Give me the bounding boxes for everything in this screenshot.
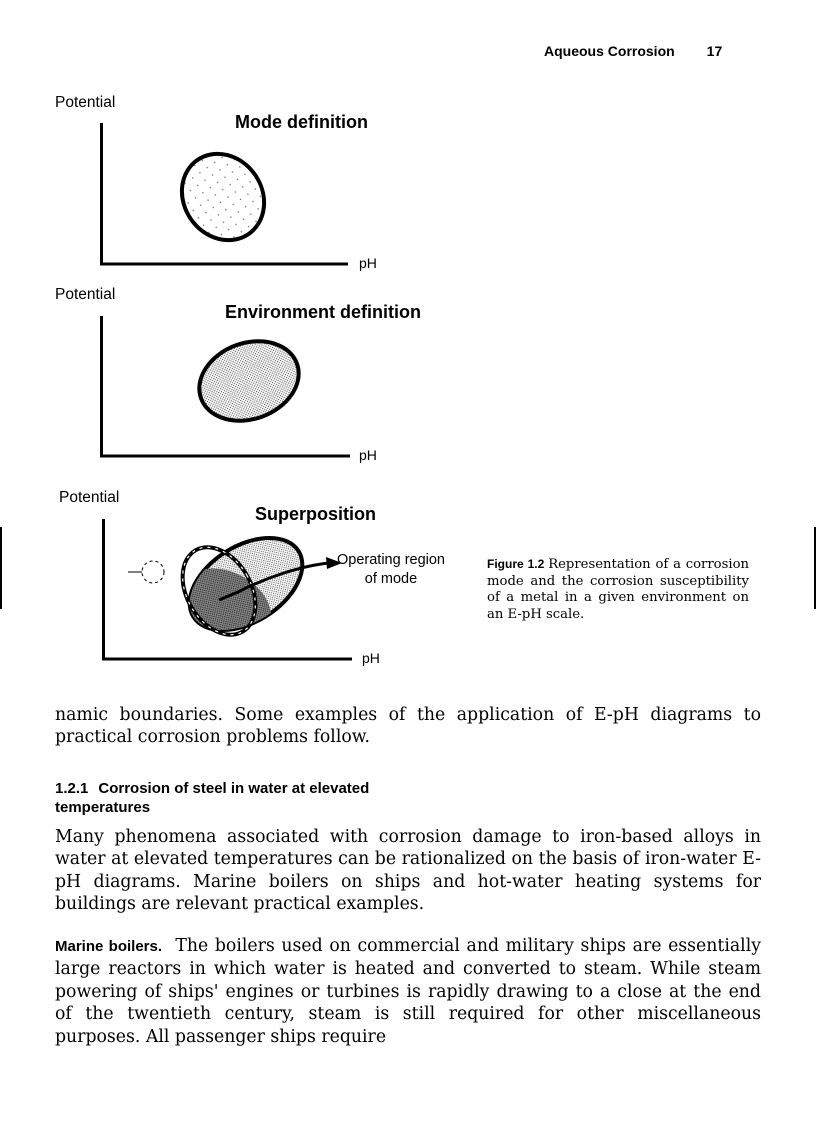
- running-title: Aqueous Corrosion: [544, 43, 675, 59]
- subsection-runin-heading: Marine boilers.: [55, 938, 163, 955]
- panel-environment-definition-plot: [100, 316, 350, 456]
- x-axis-label: pH: [359, 255, 377, 271]
- y-axis-label: Potential: [55, 286, 116, 303]
- panel-title-mode: Mode definition: [235, 112, 368, 132]
- figure-caption: [487, 556, 749, 622]
- x-axis-label: pH: [362, 650, 380, 666]
- paragraph-section: Many phenomena associated with corrosion damage to iron-based alloys in water at elevated temperatures can be rationalized on the basis of iron-water E-pH diagrams. Marine boilers on ships and hot-water heating systems for buildings are relevant practical examples.: [55, 827, 761, 915]
- panel-superposition-plot: [102, 519, 352, 660]
- section-number: 1.2.1: [55, 780, 89, 797]
- left-edge-mark: [0, 527, 2, 609]
- ghost-region-circle: [142, 561, 164, 583]
- figure-caption-text: Representation of a corrosion mode and the corrosion susceptibility of a metal in a given environment on an E-pH scale.: [487, 557, 750, 622]
- annotation-line-1: Operating region: [336, 552, 445, 568]
- annotation-line-2: of mode: [364, 571, 418, 587]
- section-title-line-1: Corrosion of steel in water at elevated: [98, 780, 370, 797]
- operating-region-annotation: [321, 551, 461, 589]
- paragraph-marine-boilers: [55, 935, 761, 1048]
- mode-region-ellipse: [165, 138, 281, 256]
- section-title-line-2: temperatures: [55, 799, 151, 816]
- figure-label: Figure 1.2: [487, 557, 545, 571]
- paragraph-marine-text: The boilers used on commercial and military ships are essentially large reactors in which water is heated and converted to steam. While steam powering of ships' engines or turbines is rapidly drawing to a close at the end of the twentieth century, steam is still required for other miscellaneous purposes. All passenger ships require: [55, 936, 761, 1047]
- section-heading: [55, 779, 369, 817]
- panel-title-superposition: Superposition: [255, 504, 376, 524]
- panel-title-environment: Environment definition: [225, 302, 421, 322]
- panel-mode-definition-plot: [100, 123, 348, 264]
- x-axis-label: pH: [359, 447, 377, 463]
- y-axis-label: Potential: [55, 94, 116, 111]
- y-axis-label: Potential: [59, 489, 120, 506]
- page-number: 17: [706, 43, 723, 59]
- environment-region-ellipse: [188, 328, 310, 434]
- paragraph-intro: namic boundaries. Some examples of the application of E-pH diagrams to practical corrosion problems follow.: [55, 705, 761, 748]
